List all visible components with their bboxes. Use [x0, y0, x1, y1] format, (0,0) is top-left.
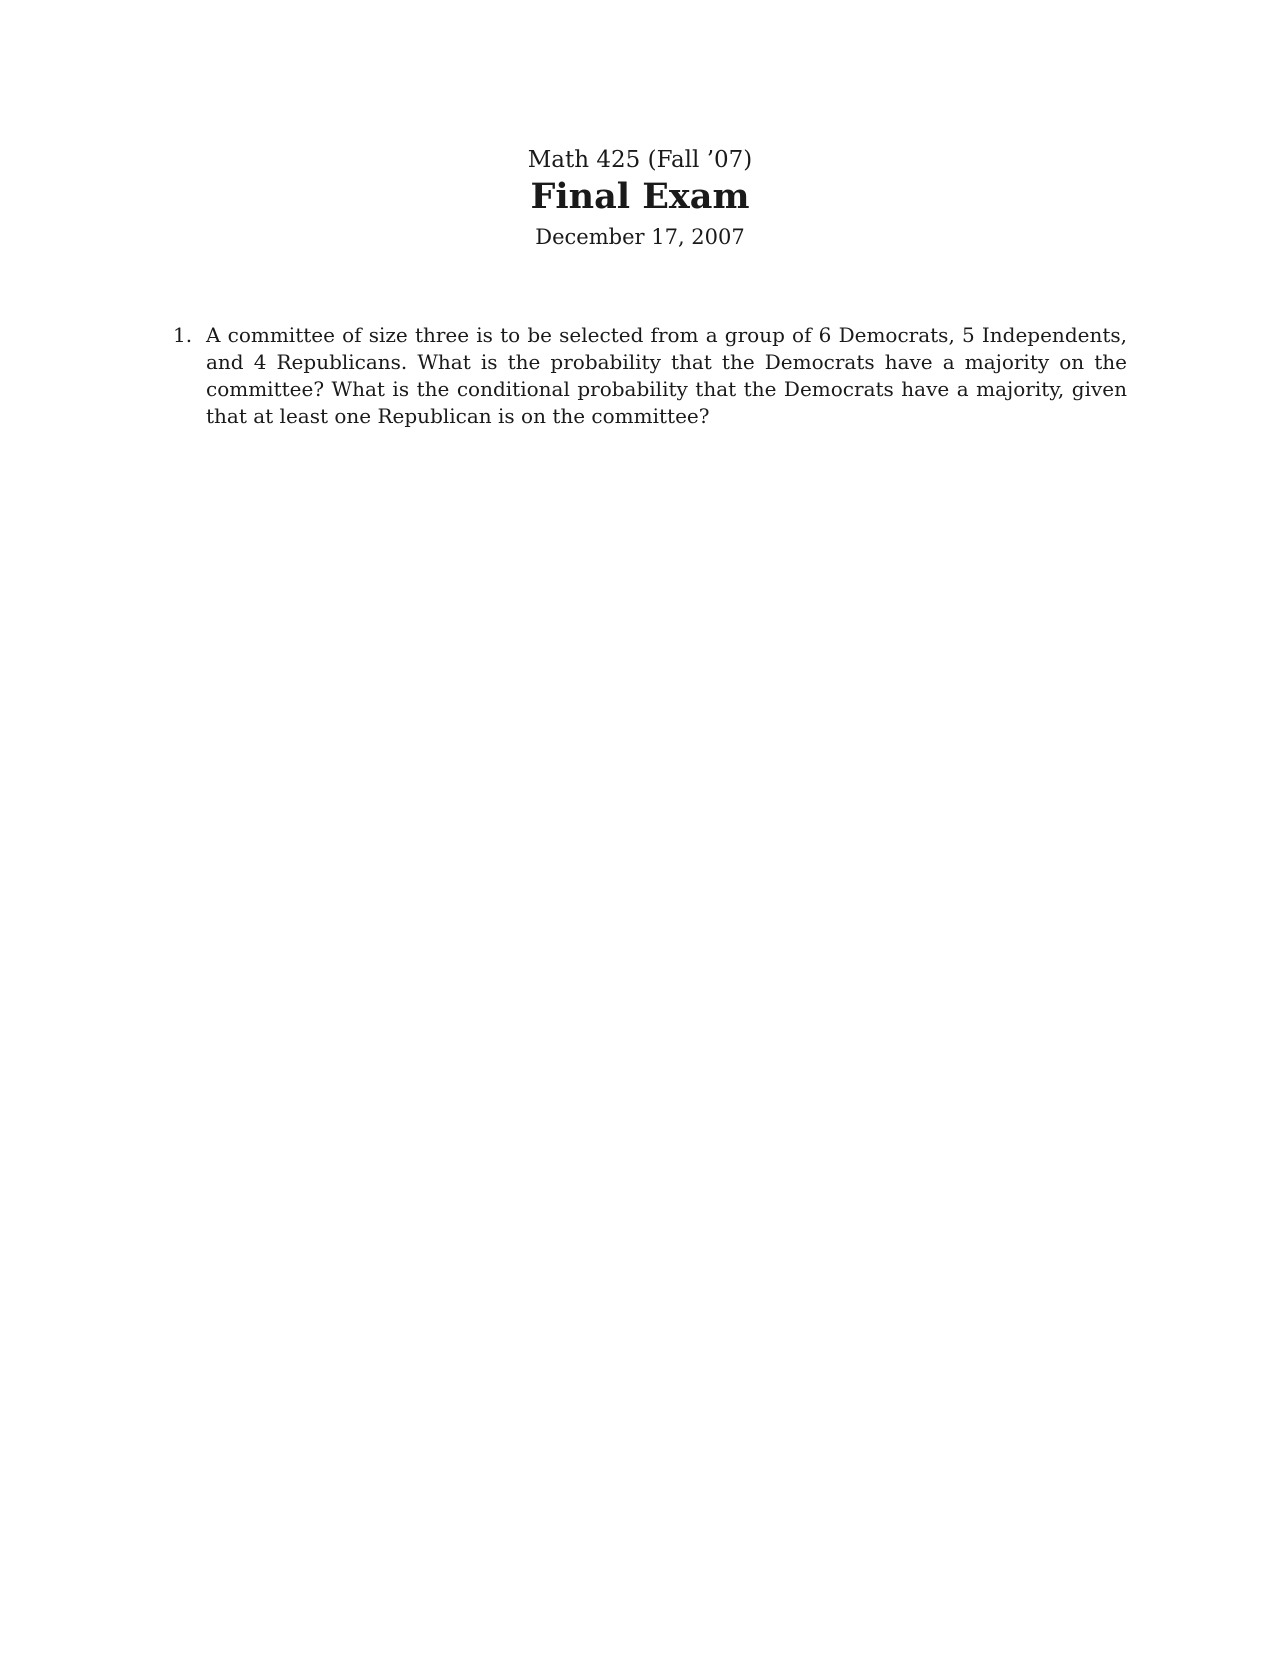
problem-item — [173, 322, 1127, 430]
problem-list — [173, 322, 1127, 430]
course-heading: Math 425 (Fall ’07) — [527, 147, 753, 173]
problem-number: 1. — [173, 323, 193, 347]
exam-title: Final Exam — [530, 176, 750, 217]
exam-date: December 17, 2007 — [535, 225, 745, 249]
problem-text: A committee of size three is to be selected from a group of 6 Democrats, 5 Independents, and 4 Republicans. What is the probability that the Democrats have a majority on the committee? What is the conditional probability that the Democrats have a majority, given that at least one Republican is on the committee? — [206, 323, 1127, 428]
